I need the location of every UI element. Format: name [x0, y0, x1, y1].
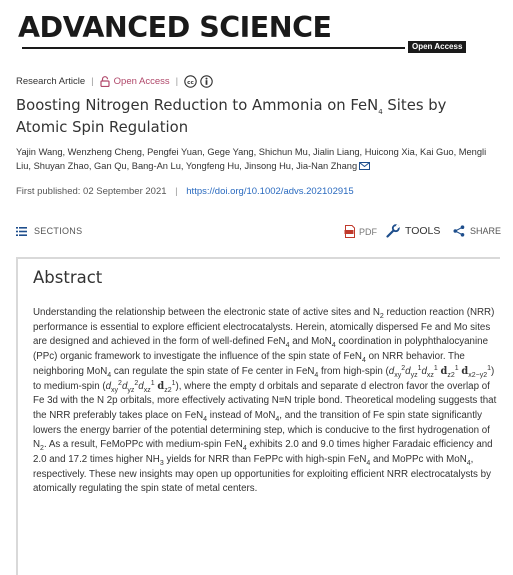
- article-meta: [16, 74, 216, 88]
- logo-underline: [22, 47, 405, 49]
- abstract-section: [16, 257, 500, 575]
- abstract-heading: Abstract: [33, 268, 103, 287]
- lock-icon: [100, 76, 110, 87]
- journal-name: ADVANCED SCIENCE: [18, 11, 332, 44]
- author-list[interactable]: [16, 146, 496, 173]
- svg-text:cc: cc: [187, 79, 194, 86]
- pdf-button[interactable]: [344, 225, 377, 238]
- separator: |: [175, 75, 179, 87]
- publication-info: [16, 186, 354, 197]
- article-toolbar: [16, 224, 500, 240]
- list-icon: [16, 227, 27, 236]
- abstract-text: Understanding the relationship between the electronic state of active sites and $N_2$ reduction reaction (NRR) performance is essential to explore efficient electrocatalysts. Herein, atomically dispersed Fe and Mo sites are designed and achieved in the form of well-defined FeN$_4$ and MoN$_4$ coordination in polyphthalocyanine (PPc) organic framework to investigate the influence of the spin state of FeN$_4$ on NRR behavior. The neighboring MoN$_4$ can regulate the spin state of Fe center in FeN$_4$ from high-spin ($d_{xy}^2d_{yz}^1d_{xz}^1$ $d_{z2}^1$ $d_{x2-y2}^1$) to medium-spin ($d_{xy}^2d_{yz}^2d_{xz}^1$ $d_{z2}^1$), where the empty d orbitals and separate d electron favor the overlap of Fe 3d with the N 2p orbitals, more effectively activating N≡N triple bond. Theoretical modeling suggests that the NRR preferably takes place on FeN$_4$ instead of MoN$_4$, and the transition of Fe spin state significantly lowers the energy barrier of the potential determining step, which is conducive to the first hydrogenation of $N_2$. As a result, FeMoPPc with medium-spin FeN$_4$ exhibits 2.0 and 9.0 times higher Faradaic efficiency and 2.0 and 17.2 times higher $NH_3$ yields for NRR than FePPc with high-spin FeN$_4$ and MoPPc with MoN$_4$, respectively. These new insights may open up opportunities for exploiting efficient NRR electrocatalysts by atomically regulating the spin state of metal centers.: [33, 307, 497, 495]
- open-access-badge: Open Access: [408, 41, 466, 53]
- doi-link[interactable]: https://doi.org/10.1002/advs.202102915: [186, 186, 354, 197]
- share-button[interactable]: [453, 225, 501, 237]
- article-title: Boosting Nitrogen Reduction to Ammonia on FeN$_4$ Sites by Atomic Spin Regulation: [16, 97, 447, 136]
- tools-label: TOOLS: [405, 225, 441, 237]
- creative-commons-icon[interactable]: [184, 75, 197, 88]
- authors-text[interactable]: Yajin Wang, Wenzheng Cheng, Pengfei Yuan, Gege Yang, Shichun Mu, Jialin Liang, Huicong Xia, Kai Guo, Mengli Liu, Shuyan Zhao, Gan Qu, Bang-An Lu, Yongfeng Hu, Jinsong Hu, Jia-Nan Zhang: [16, 147, 487, 171]
- wrench-icon: [386, 224, 400, 238]
- sections-button[interactable]: [16, 226, 82, 236]
- open-access-icon[interactable]: [200, 75, 213, 88]
- first-published: First published: 02 September 2021: [16, 186, 167, 197]
- article-type: Research Article: [16, 75, 86, 87]
- share-icon: [453, 225, 465, 237]
- mail-icon[interactable]: [359, 162, 370, 170]
- separator: |: [91, 75, 94, 87]
- separator: |: [175, 186, 178, 197]
- tools-button[interactable]: [386, 224, 440, 238]
- sections-label: SECTIONS: [34, 226, 83, 236]
- pdf-label: PDF: [359, 226, 377, 237]
- open-access-label[interactable]: Open Access: [113, 75, 170, 87]
- journal-logo[interactable]: [18, 10, 463, 51]
- pdf-icon: [344, 225, 356, 238]
- share-label: SHARE: [470, 226, 502, 236]
